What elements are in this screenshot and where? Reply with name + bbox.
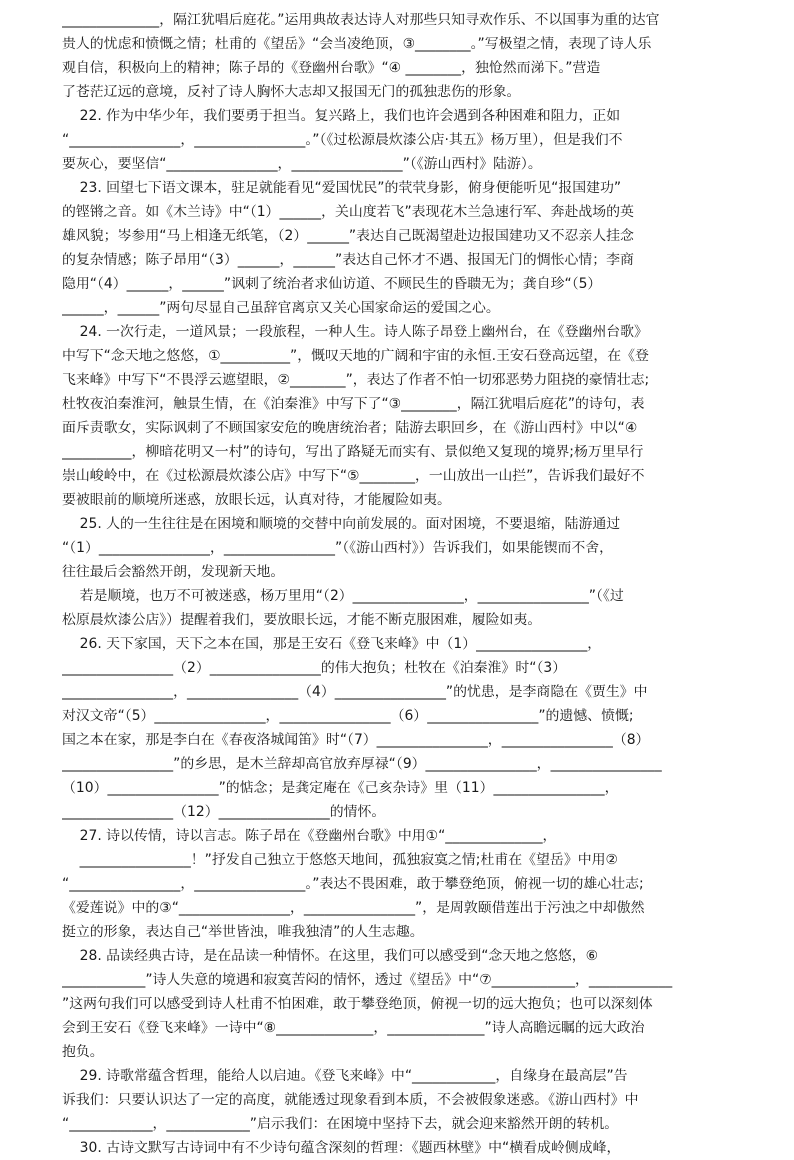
text-line: 的铿锵之音。如《木兰诗》中“（1）______，关山度若飞”表现花木兰急速行军、奔赴战场的英 [62, 204, 634, 220]
text-line: 《爱莲说》中的③“________________，________________”，是周敦颐借莲出于污浊之中却傲然 [62, 900, 645, 916]
text-line: 面斥责歌女，实际讽刺了不顾国家安危的晚唐统治者；陆游去职回乡，在《游山西村》中以“④ [62, 420, 638, 436]
text-line: 中写下“念天地之悠悠，①__________”，慨叹天地的广阔和宇宙的永恒.王安石登高远望，在《登 [62, 348, 649, 364]
text-line: 诉我们：只要认识达了一定的高度，就能透过现象看到本质，不会被假象迷惑。《游山西村》中 [62, 1092, 639, 1108]
text-line: 的复杂情感；陈子昂用“（3）______，______”表达自己怀才不遇、报国无门的惆怅心情；李商 [62, 252, 634, 268]
text-line: 要灰心，要坚信“________________，________________”（《游山西村》陆游）。 [62, 156, 542, 172]
text-line: ____________”诗人失意的境遇和寂寞苦闷的情怀，透过《望岳》中“⑦____________，____________ [62, 972, 673, 988]
text-line: 若是顺境，也万不可被迷惑，杨万里用“（2）________________，________________”（《过 [62, 588, 624, 604]
text-line: 挺立的形象，表达自己“举世皆浊，唯我独清”的人生志趣。 [62, 924, 424, 940]
document-page [62, 0, 734, 1156]
text-line: “________________，________________。”（《过松源晨炊漆公店·其五》杨万里），但是我们不 [62, 132, 623, 148]
text-line: ________________（2）________________的伟大抱负；杜牧在《泊秦淮》时“（3） [62, 660, 567, 676]
text-line: 松原晨炊漆公店》）提醒着我们，要放眼长远，才能不断克服困难，履险如夷。 [62, 612, 542, 628]
text-line: 隐用“（4）______，______”讽刺了统治者求仙访道、不顾民生的昏聩无为；龚自珍“（5） [62, 276, 602, 292]
text-line: ________________”的乡思，是木兰辞却高官放弃厚禄“（9）________________，________________ [62, 756, 662, 772]
text-line: ________________（12）________________的情怀。 [62, 804, 386, 820]
question-26-line: 26. 天下家国，天下之本在国，那是王安石《登飞来峰》中（1）________________， [62, 636, 602, 652]
text-line: 崇山峻岭中，在《过松源晨炊漆公店》中写下“⑤________，一山放出一山拦”，告诉我们最好不 [62, 468, 645, 484]
question-22-line: 22. 作为中华少年，我们要勇于担当。复兴路上，我们也许会遇到各种困难和阻力，正如 [62, 108, 621, 124]
question-28-line: 28. 品读经典古诗，是在品读一种情怀。在这里，我们可以感受到“念天地之悠悠，⑥ [62, 948, 599, 964]
text-line: “____________，____________”启示我们：在困境中坚持下去，就会迎来豁然开朗的转机。 [62, 1116, 619, 1132]
question-23-line: 23. 回望七下语文课本，驻足就能看见“爱国忧民”的茕茕身影，俯身便能听见“报国建功” [62, 180, 622, 196]
text-line: 会到王安石《登飞来峰》一诗中“⑧______________，______________”诗人高瞻远瞩的远大政治 [62, 1020, 645, 1036]
text-line: 往往最后会豁然开朗，发现新天地。 [62, 564, 285, 580]
text-line: 飞来峰》中写下“不畏浮云遮望眼，②________”，表达了作者不怕一切邪恶势力阻挠的豪情壮志; [62, 372, 650, 388]
text-line: 要被眼前的顺境所迷惑，放眼长远，认真对待，才能履险如夷。 [62, 492, 451, 508]
text-line: 国之本在家，那是李白在《春夜洛城闻笛》时“（7）________________，________________（8） [62, 732, 650, 748]
text-line: ______，______”两句尽显自己虽辞官离京又关心国家命运的爱国之心。 [62, 300, 500, 316]
text-line: 抱负。 [62, 1044, 104, 1060]
text-line: ________________，________________（4）________________”的忧患，是李商隐在《贾生》中 [62, 684, 648, 700]
text-line: ________________！”抒发自己独立于悠悠天地间，孤独寂寞之情;杜甫在《望岳》中用② [62, 852, 618, 868]
text-line: “（1）________________，________________”（《游山西村》）告诉我们，如果能锲而不舍， [62, 540, 614, 556]
text-line: __________，柳暗花明又一村”的诗句，写出了路疑无而实有、景似绝又复现的境界;杨万里早行 [62, 444, 644, 460]
text-line: 杜牧夜泊秦淮河，触景生情，在《泊秦淮》中写下了“③________，隔江犹唱后庭花”的诗句，表 [62, 396, 645, 412]
text-line: 观自信，积极向上的精神；陈子昂的《登幽州台歌》“④ ________，独怆然而涕下。”营造 [62, 60, 601, 76]
text-line: ”这两句我们可以感受到诗人杜甫不怕困难，敢于攀登绝顶，俯视一切的远大抱负；也可以深刻体 [62, 996, 653, 1012]
text-line: ______________，隔江犹唱后庭花。”运用典故表达诗人对那些只知寻欢作乐、不以国事为重的达官 [62, 12, 660, 28]
text-line: 了苍茫辽远的意境，反衬了诗人胸怀大志却又报国无门的孤独悲伤的形象。 [62, 84, 521, 100]
text-line: “________________，________________。”表达不畏困难，敢于攀登绝顶，俯视一切的雄心壮志; [62, 876, 644, 892]
question-30-line: 30. 古诗文默写古诗词中有不少诗句蕴含深刻的哲理：《题西林壁》中“横看成岭侧成峰， [62, 1140, 621, 1156]
text-line: 贵人的忧虑和愤慨之情；杜甫的《望岳》“会当凌绝顶，③________。”写极望之情，表现了诗人乐 [62, 36, 652, 52]
text-line: 雄风貌；岑参用“马上相逢无纸笔，（2）______”表达自己既渴望赴边报国建功又不忍亲人挂念 [62, 228, 634, 244]
question-25-line: 25. 人的一生往往是在困境和顺境的交替中向前发展的。面对困境，不要退缩，陆游通过 [62, 516, 621, 532]
question-27-line: 27. 诗以传情，诗以言志。陈子昂在《登幽州台歌》中用①“______________， [62, 828, 557, 844]
question-29-line: 29. 诗歌常蕴含哲理，能给人以启迪。《登飞来峰》中“____________，自缘身在最高层”告 [62, 1068, 628, 1084]
text-line: （10）________________”的惦念；是龚定庵在《己亥杂诗》里（11）________________， [62, 780, 619, 796]
text-line: 对汉文帝“（5）________________，________________（6）________________”的遗憾、愤慨; [62, 708, 634, 724]
question-24-line: 24. 一次行走，一道风景；一段旅程，一种人生。诗人陈子昂登上幽州台，在《登幽州台歌》 [62, 324, 648, 340]
